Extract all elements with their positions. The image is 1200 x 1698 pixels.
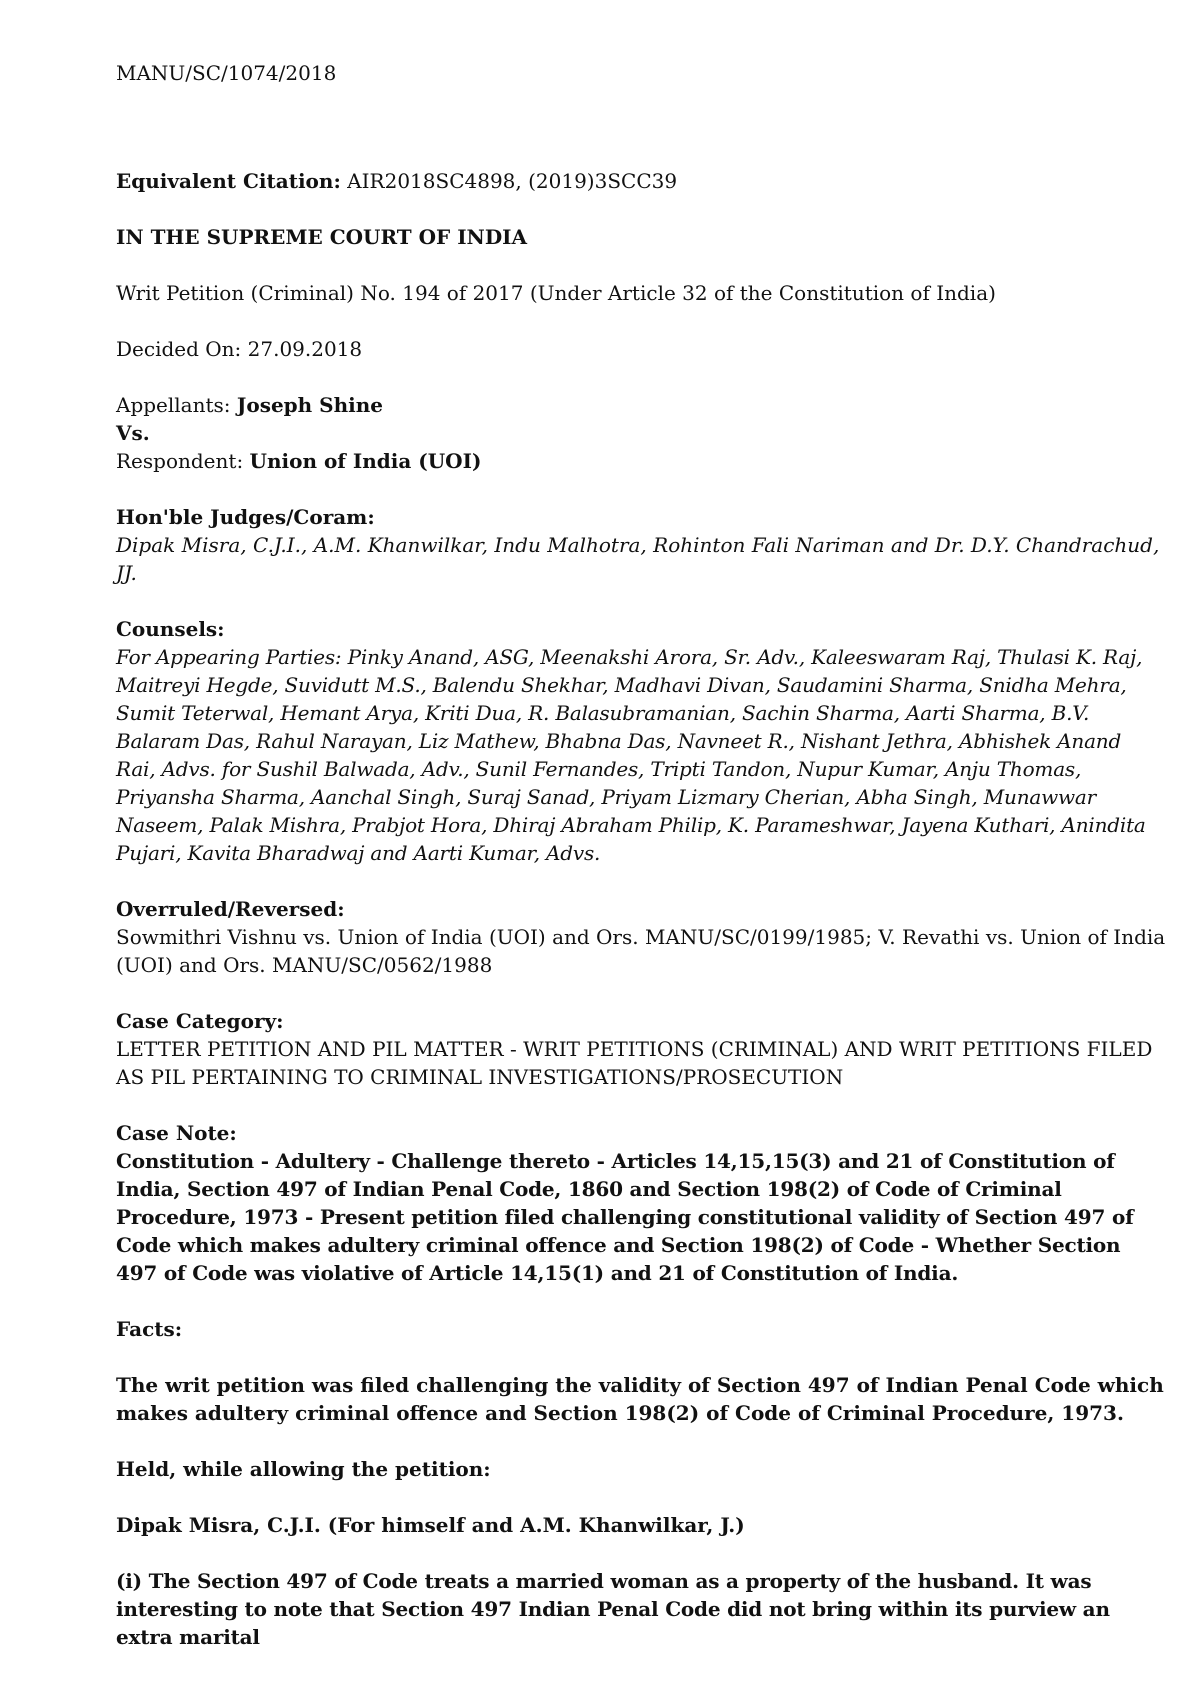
held-author: Dipak Misra, C.J.I. (For himself and A.M. Khanwilkar, J.)	[116, 1513, 745, 1537]
counsels-heading: Counsels:	[116, 617, 225, 641]
court-name: IN THE SUPREME COURT OF INDIA	[116, 225, 528, 249]
respondent-label: Respondent:	[116, 449, 250, 473]
equivalent-citation	[116, 167, 1166, 195]
appellants	[116, 391, 1166, 419]
equivalent-citation-label: Equivalent Citation:	[116, 169, 341, 193]
petition-number: Writ Petition (Criminal) No. 194 of 2017 (Under Article 32 of the Constitution of India)	[116, 281, 996, 305]
facts-text: The writ petition was filed challenging the validity of Section 497 of Indian Penal Code which makes adultery criminal offence and Section 198(2) of Code of Criminal Procedure, 1973.	[116, 1373, 1164, 1425]
case-note-heading: Case Note:	[116, 1121, 237, 1145]
judges-heading: Hon'ble Judges/Coram:	[116, 505, 375, 529]
case-category-text: LETTER PETITION AND PIL MATTER - WRIT PETITIONS (CRIMINAL) AND WRIT PETITIONS FILED AS PIL PERTAINING TO CRIMINAL INVESTIGATIONS/PROSECUTION	[116, 1037, 1153, 1089]
parties	[116, 391, 1166, 475]
case-note-section	[116, 1119, 1166, 1287]
case-category-section	[116, 1007, 1166, 1091]
document-body	[116, 167, 1166, 1679]
overruled-section	[116, 895, 1166, 979]
held-point-1: (i) The Section 497 of Code treats a married woman as a property of the husband. It was interesting to note that Section 497 Indian Penal Code did not bring within its purview an extra marital	[116, 1569, 1110, 1649]
equivalent-citation-value: AIR2018SC4898, (2019)3SCC39	[340, 169, 678, 193]
respondent-name: Union of India (UOI)	[249, 449, 482, 473]
appellants-label: Appellants:	[116, 393, 237, 417]
held-heading: Held, while allowing the petition:	[116, 1457, 491, 1481]
appellants-name: Joseph Shine	[236, 393, 384, 417]
overruled-heading: Overruled/Reversed:	[116, 897, 345, 921]
judges-list: Dipak Misra, C.J.I., A.M. Khanwilkar, Indu Malhotra, Rohinton Fali Nariman and Dr. D.Y. Chandrachud, JJ.	[116, 533, 1160, 585]
decided-on: Decided On: 27.09.2018	[116, 337, 363, 361]
versus: Vs.	[116, 421, 150, 445]
document-id: MANU/SC/1074/2018	[116, 61, 337, 85]
counsels-section	[116, 615, 1166, 867]
respondent	[116, 447, 1166, 475]
judges-section	[116, 503, 1166, 587]
overruled-text: Sowmithri Vishnu vs. Union of India (UOI) and Ors. MANU/SC/0199/1985; V. Revathi vs. Union of India (UOI) and Ors. MANU/SC/0562/1988	[116, 925, 1166, 977]
counsels-list: For Appearing Parties: Pinky Anand, ASG, Meenakshi Arora, Sr. Adv., Kaleeswaram Raj, Thulasi K. Raj, Maitreyi Hegde, Suvidutt M.S., Balendu Shekhar, Madhavi Divan, Saudamini Sharma, Snidha Mehra, Sumit Teterwal, Hemant Arya, Kriti Dua, R. Balasubramanian, Sachin Sharma, Aarti Sharma, B.V. Balaram Das, Rahul Narayan, Liz Mathew, Bhabna Das, Navneet R., Nishant Jethra, Abhishek Anand Rai, Advs. for Sushil Balwada, Adv., Sunil Fernandes, Tripti Tandon, Nupur Kumar, Anju Thomas, Priyansha Sharma, Aanchal Singh, Suraj Sanad, Priyam Lizmary Cherian, Abha Singh, Munawwar Naseem, Palak Mishra, Prabjot Hora, Dhiraj Abraham Philip, K. Parameshwar, Jayena Kuthari, Anindita Pujari, Kavita Bharadwaj and Aarti Kumar, Advs.	[116, 645, 1146, 865]
facts-heading: Facts:	[116, 1317, 183, 1341]
case-note-text: Constitution - Adultery - Challenge thereto - Articles 14,15,15(3) and 21 of Constitution of India, Section 497 of Indian Penal Code, 1860 and Section 198(2) of Code of Criminal Procedure, 1973 - Present petition filed challenging constitutional validity of Section 497 of Code which makes adultery criminal offence and Section 198(2) of Code - Whether Section 497 of Code was violative of Article 14,15(1) and 21 of Constitution of India.	[116, 1149, 1134, 1285]
case-category-heading: Case Category:	[116, 1009, 284, 1033]
